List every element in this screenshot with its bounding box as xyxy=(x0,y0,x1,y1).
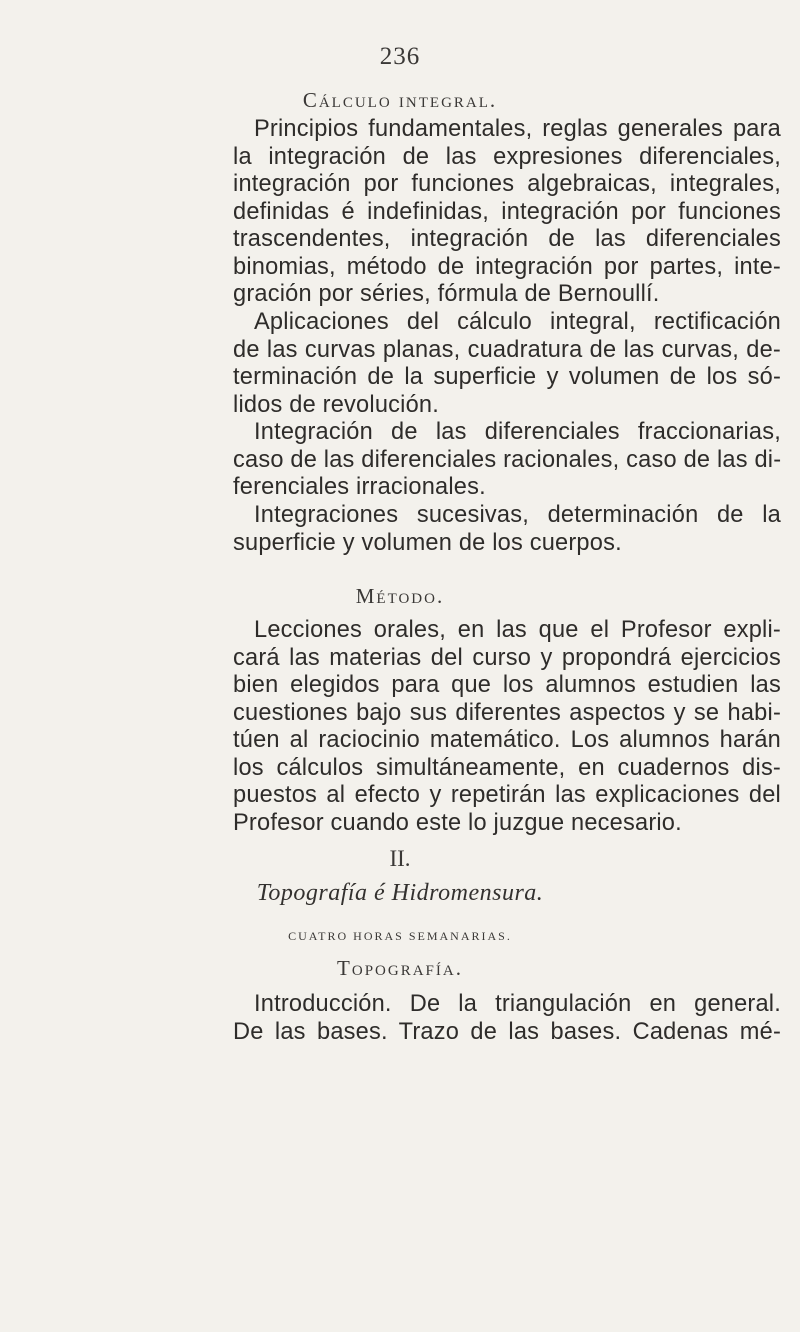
text-line: cuestiones bajo sus diferentes aspectos y se habi- xyxy=(233,699,781,726)
text-line: terminación de la superficie y volumen de los só- xyxy=(233,364,781,390)
section-number: II. xyxy=(389,846,411,871)
text-line: De las bases. Trazo de las bases. Cadenas mé- xyxy=(233,1018,781,1045)
paragraph-aplicaciones xyxy=(233,309,781,419)
paragraph-integracion xyxy=(233,419,781,502)
text-line: Introducción. De la triangulación en general. xyxy=(254,991,781,1017)
text-line: la integración de las expresiones diferenciales, xyxy=(233,143,781,170)
paragraph-lecciones xyxy=(233,617,781,837)
text-line: Aplicaciones del cálculo integral, rectificación xyxy=(254,309,781,335)
text-line: integración por funciones algebraicas, integrales, xyxy=(233,171,781,197)
text-line: caso de las diferenciales racionales, caso de las di- xyxy=(233,446,782,473)
page-number: 236 xyxy=(379,43,421,70)
text-line: trascendentes, integración de las diferenciales xyxy=(233,226,781,252)
text-line: Integración de las diferenciales fraccionarias, xyxy=(254,419,781,445)
text-line: los cálculos simultáneamente, en cuadernos dis- xyxy=(233,754,781,781)
paragraph-principios xyxy=(233,116,781,309)
text-line: definidas é indefinidas, integración por funciones xyxy=(233,198,781,225)
text-line: binomias, método de integración por partes, inte- xyxy=(233,253,781,280)
text-line: Profesor cuando este lo juzgue necesario. xyxy=(233,809,682,836)
text-line: túen al raciocinio matemático. Los alumnos harán xyxy=(233,727,781,753)
text-line: cará las materias del curso y propondrá ejercicios xyxy=(233,644,781,671)
text-line: puestos al efecto y repetirán las explicaciones del xyxy=(233,782,781,808)
text-line: Principios fundamentales, reglas generales para xyxy=(254,116,781,142)
weekly-hours: CUATRO HORAS SEMANARIAS. xyxy=(288,929,512,943)
heading-topografia: Topografía. xyxy=(337,956,463,980)
text-line: Lecciones orales, en las que el Profesor expli- xyxy=(254,617,781,643)
subject-title: Topografía é Hidromensura. xyxy=(256,880,544,906)
text-line: ferenciales irracionales. xyxy=(233,474,486,500)
text-line: gración por séries, fórmula de Bernoullí. xyxy=(233,281,660,307)
text-line: lidos de revolución. xyxy=(233,391,439,418)
paragraph-integraciones xyxy=(233,502,781,557)
heading-calculo-integral: Cálculo integral. xyxy=(302,88,498,112)
text-line: Integraciones sucesivas, determinación de la xyxy=(254,502,781,528)
text-line: superficie y volumen de los cuerpos. xyxy=(233,529,622,556)
heading-metodo: Método. xyxy=(355,584,445,608)
text-line: bien elegidos para que los alumnos estudien las xyxy=(233,672,781,698)
text-line: de las curvas planas, cuadratura de las curvas, de- xyxy=(233,336,781,363)
paragraph-introduccion xyxy=(233,991,781,1046)
